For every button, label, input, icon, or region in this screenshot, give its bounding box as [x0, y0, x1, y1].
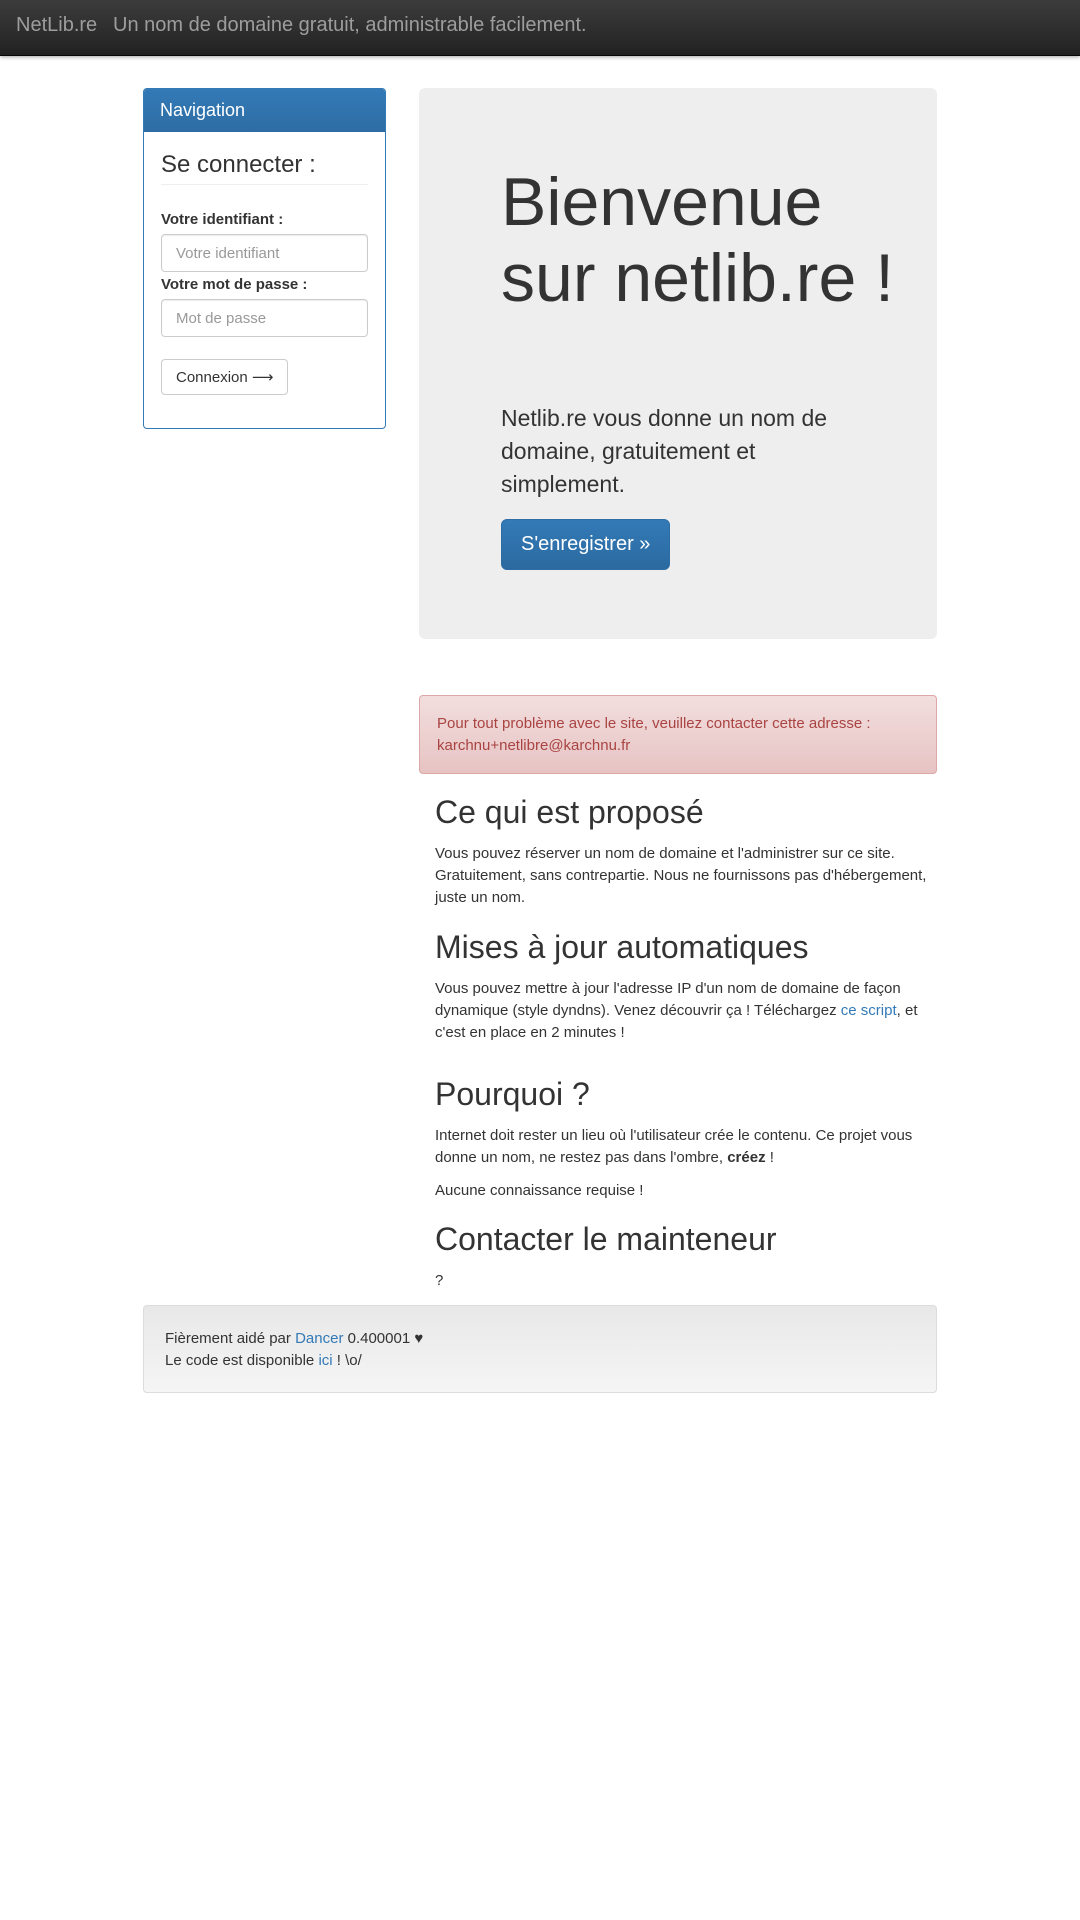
section-text-why-2: Aucune connaissance requise !: [435, 1182, 644, 1199]
section-text-contact: ?: [435, 1272, 444, 1289]
section-title-updates: Mises à jour automatiques: [435, 929, 809, 965]
footer-code-end: ! \o/: [332, 1352, 362, 1369]
updates-text-end: , et c'est en place en 2 minutes !: [435, 1002, 918, 1041]
welcome-jumbotron: [419, 88, 937, 639]
footer-credit-text: Fièrement aidé par: [165, 1330, 296, 1347]
main-content: [435, 792, 935, 1292]
password-label: Votre mot de passe :: [161, 276, 308, 293]
section-text-why: [435, 1125, 935, 1169]
login-button[interactable]: Connexion ⟶: [161, 359, 288, 395]
section-text-updates: [435, 978, 935, 1044]
footer-code-text: Le code est disponible: [165, 1352, 319, 1369]
welcome-lead: Netlib.re vous donne un nom de domaine, gratuitement et simplement.: [501, 405, 828, 497]
navigation-panel: [143, 88, 386, 429]
contact-alert: Pour tout problème avec le site, veuillez contacter cette adresse : karchnu+netlibre@karchnu.fr: [419, 695, 937, 774]
section-text-offer: Vous pouvez réserver un nom de domaine et l'administrer sur ce site. Gratuitement, sans contrepartie. Nous ne fournissons pas d'hébergement, juste un nom.: [435, 845, 927, 906]
login-form: [144, 151, 385, 395]
welcome-title: Bienvenue sur netlib.re !: [501, 164, 895, 316]
footer-line-1: [165, 1328, 915, 1350]
panel-heading: Navigation: [144, 89, 385, 132]
footer-line-2: [165, 1350, 915, 1372]
footer: [143, 1305, 937, 1393]
password-input[interactable]: [161, 299, 368, 337]
why-text-end: !: [765, 1149, 774, 1166]
why-text-start: Internet doit rester un lieu où l'utilisateur crée le contenu. Ce projet vous donne un nom, ne restez pas dans l'ombre,: [435, 1127, 913, 1166]
section-title-why: Pourquoi ?: [435, 1076, 590, 1112]
brand-link[interactable]: NetLib.re: [16, 14, 98, 36]
why-text-bold: créez: [727, 1149, 766, 1166]
navbar-tagline: Un nom de domaine gratuit, administrable facilement.: [113, 14, 587, 36]
dancer-link[interactable]: Dancer: [295, 1330, 344, 1347]
username-label: Votre identifiant :: [161, 211, 284, 228]
username-input[interactable]: [161, 234, 368, 272]
footer-version: 0.400001 ♥: [343, 1330, 424, 1347]
updates-text-start: Vous pouvez mettre à jour l'adresse IP d'un nom de domaine de façon dynamique (style dyndns). Venez découvrir ça ! Téléchargez: [435, 980, 901, 1019]
register-button[interactable]: S'enregistrer »: [501, 519, 670, 570]
source-code-link[interactable]: ici: [318, 1352, 333, 1369]
download-script-link[interactable]: ce script: [840, 1002, 897, 1019]
login-title: Se connecter :: [161, 151, 368, 185]
top-navbar: [0, 0, 1080, 56]
section-title-offer: Ce qui est proposé: [435, 794, 704, 830]
section-title-contact: Contacter le mainteneur: [435, 1221, 777, 1257]
